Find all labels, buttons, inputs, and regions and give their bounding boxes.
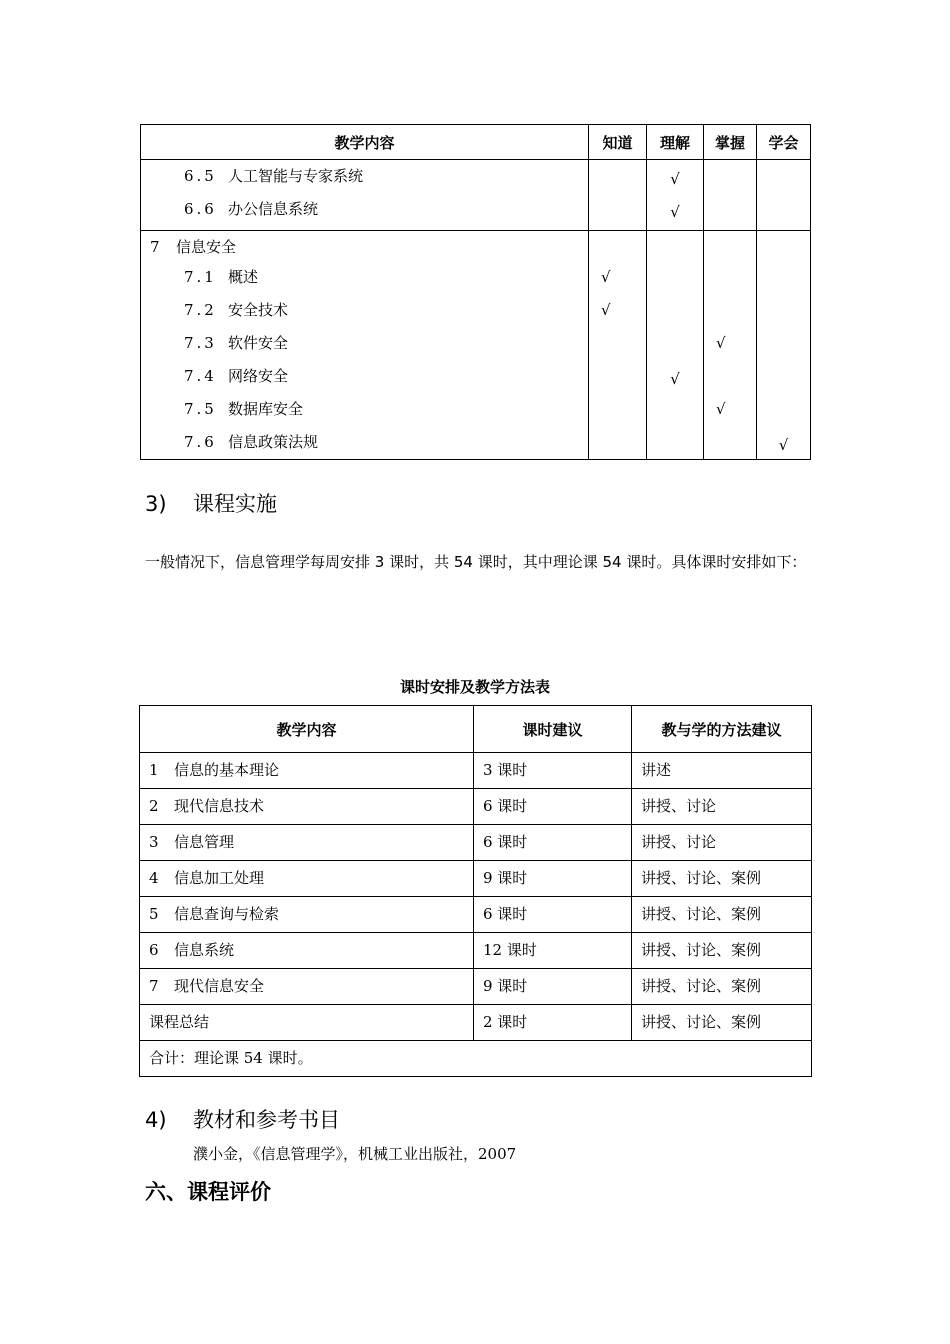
content-cell (141, 231, 589, 460)
check-mark: √ (716, 400, 726, 418)
understand-cell (647, 160, 704, 231)
list-item: 7.3 软件安全 (184, 334, 289, 352)
total-cell: 合计：理论课 54 课时。 (140, 1041, 812, 1077)
list-item: 6.5 人工智能与专家系统 (184, 167, 364, 185)
list-item: 7.6 信息政策法规 (184, 433, 319, 451)
check-mark: √ (716, 334, 726, 352)
table-row: 7 现代信息安全 9 课时 讲授、讨论、案例 (140, 969, 812, 1005)
list-item: 6.6 办公信息系统 (184, 200, 319, 218)
check-mark: √ (670, 203, 680, 221)
table-row: 6 信息系统 12 课时 讲授、讨论、案例 (140, 933, 812, 969)
master-cell (704, 231, 757, 460)
learn-cell (757, 231, 811, 460)
list-item: 7.2 安全技术 (184, 301, 289, 319)
table-caption: 课时安排及教学方法表 (399, 678, 550, 696)
list-item: 7.4 网络安全 (184, 367, 289, 385)
header-learn: 学会 (757, 125, 811, 160)
schedule-header-row (140, 706, 812, 753)
master-cell (704, 160, 757, 231)
check-mark: √ (670, 170, 680, 188)
table-row: 4 信息加工处理 9 课时 讲授、讨论、案例 (140, 861, 812, 897)
header-understand: 理解 (647, 125, 704, 160)
check-mark: √ (601, 301, 611, 319)
table-row (141, 160, 811, 231)
header-method: 教与学的方法建议 (632, 706, 812, 753)
reference-entry: 濮小金，《信息管理学》，机械工业出版社，2007 (193, 1145, 517, 1163)
section-heading-3: 3) 课程实施 (145, 492, 277, 516)
header-know: 知道 (589, 125, 647, 160)
section-heading-4: 4) 教材和参考书目 (145, 1108, 340, 1132)
check-mark: √ (601, 268, 611, 286)
header-content: 教学内容 (140, 706, 474, 753)
know-cell (589, 231, 647, 460)
check-mark: √ (778, 436, 789, 454)
header-content: 教学内容 (141, 125, 589, 160)
learn-cell (757, 160, 811, 231)
table-row: 3 信息管理 6 课时 讲授、讨论 (140, 825, 812, 861)
list-item: 7.5 数据库安全 (184, 400, 304, 418)
table-row: 5 信息查询与检索 6 课时 讲授、讨论、案例 (140, 897, 812, 933)
total-row (140, 1041, 812, 1077)
header-master: 掌握 (704, 125, 757, 160)
table-row: 1 信息的基本理论 3 课时 讲述 (140, 753, 812, 789)
section-heading-6: 六、课程评价 (145, 1180, 271, 1204)
schedule-table (139, 705, 812, 1077)
table-row: 课程总结 2 课时 讲授、讨论、案例 (140, 1005, 812, 1041)
check-mark: √ (670, 370, 680, 388)
table-row: 2 现代信息技术 6 课时 讲授、讨论 (140, 789, 812, 825)
section-paragraph: 一般情况下，信息管理学每周安排 3 课时，共 54 课时，其中理论课 54 课时。具体课时安排如下： (145, 553, 807, 571)
content-cell (141, 160, 589, 231)
header-hours: 课时建议 (474, 706, 632, 753)
group-title: 7 信息安全 (150, 238, 237, 256)
list-item: 7.1 概述 (184, 268, 259, 286)
understand-cell (647, 231, 704, 460)
outcomes-header-row (141, 125, 811, 160)
table-row (141, 231, 811, 460)
outcomes-table (140, 124, 811, 460)
know-cell (589, 160, 647, 231)
